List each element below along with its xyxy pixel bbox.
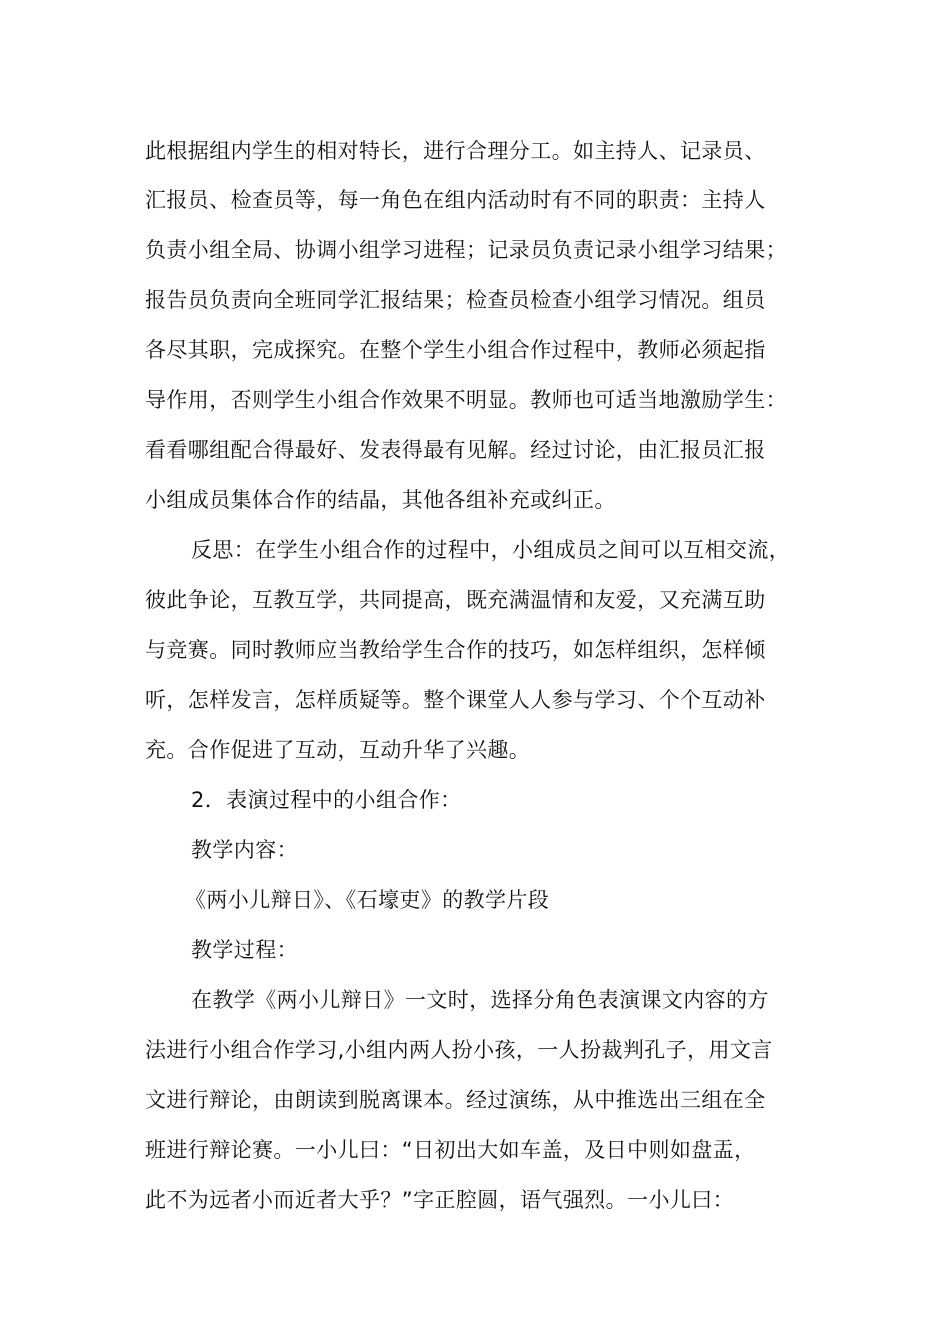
teaching-content-label: 教学内容：	[191, 838, 298, 862]
paragraph-line: 听，怎样发言，怎样质疑等。整个课堂人人参与学习、个个互动补	[145, 688, 766, 712]
paragraph-line: 各尽其职，完成探究。在整个学生小组合作过程中，教师必须起指	[145, 338, 766, 362]
teaching-process-label: 教学过程：	[191, 938, 298, 962]
reflection-paragraph-start: 反思：在学生小组合作的过程中，小组成员之间可以互相交流，	[191, 538, 791, 562]
paragraph-line: 彼此争论，互教互学，共同提高，既充满温情和友爱，又充满互助	[145, 588, 766, 612]
paragraph-line: 与竞赛。同时教师应当教给学生合作的技巧，如怎样组织，怎样倾	[145, 638, 766, 662]
paragraph-line: 班进行辩论赛。一小儿曰：“日初出大如车盖，及日中则如盘盂，	[145, 1138, 756, 1162]
paragraph-line: 看看哪组配合得最好、发表得最有见解。经过讨论，由汇报员汇报	[145, 438, 766, 462]
paragraph-line: 此根据组内学生的相对特长，进行合理分工。如主持人、记录员、	[145, 139, 766, 163]
process-paragraph-start: 在教学《两小儿辩日》一文时，选择分角色表演课文内容的方	[191, 988, 769, 1012]
section-heading: 2．表演过程中的小组合作：	[191, 788, 462, 812]
paragraph-line: 汇报员、检查员等，每一角色在组内活动时有不同的职责：主持人	[145, 188, 766, 212]
paragraph-line: 负责小组全局、协调小组学习进程；记录员负责记录小组学习结果；	[145, 238, 787, 262]
paragraph-line: 此不为远者小而近者大乎？”字正腔圆，语气强烈。一小儿曰：	[145, 1188, 735, 1212]
paragraph-line: 小组成员集体合作的结晶，其他各组补充或纠正。	[145, 488, 616, 512]
paragraph-line: 法进行小组合作学习,小组内两人扮小孩，一人扮裁判孔子，用文言	[145, 1038, 773, 1062]
paragraph-line: 充。合作促进了互动，互动升华了兴趣。	[145, 738, 531, 762]
paragraph-line: 导作用，否则学生小组合作效果不明显。教师也可适当地激励学生：	[145, 388, 787, 412]
paragraph-line: 报告员负责向全班同学汇报结果；检查员检查小组学习情况。组员	[145, 288, 766, 312]
teaching-content-text: 《两小儿辩日》、《石壕吏》的教学片段	[185, 888, 550, 912]
paragraph-line: 文进行辩论，由朗读到脱离课本。经过演练，从中推选出三组在全	[145, 1088, 766, 1112]
